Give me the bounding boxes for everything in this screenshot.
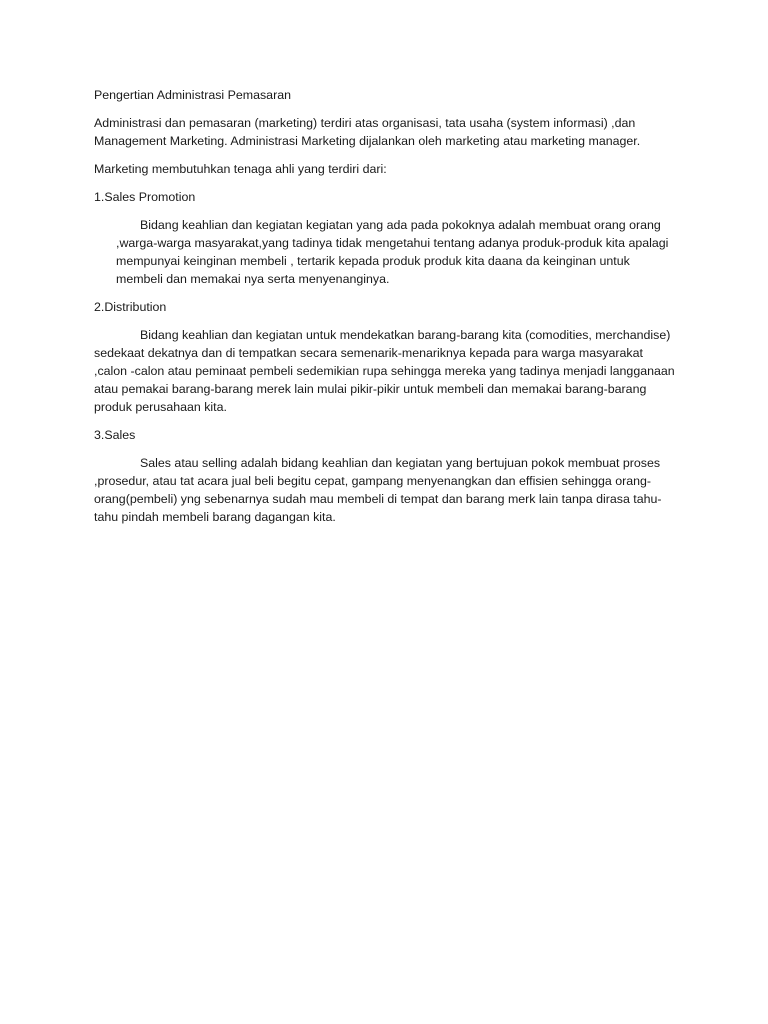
section-body-sales: Sales atau selling adalah bidang keahlian dan kegiatan yang bertujuan pokok membuat proses ,prosedur, atau tat acara jual beli begitu cepat, gampang menyenangkan dan effisien sehingga orang-orang(pembeli) yng sebenarnya sudah mau membeli di tempat dan barang merk lain tanpa dirasa tahu-tahu pindah membeli barang dagangan kita. (94, 456, 662, 524)
section-body-distribution: Bidang keahlian dan kegiatan untuk mendekatkan barang-barang kita (comodities, merchandise) sedekaat dekatnya dan di tempatkan secara semenarik-menariknya kepada para warga masyarakat ,calon -calon atau peminaat pembeli sedemikian rupa sehingga mereka yang tadinya menjadi langganaan atau pemakai barang-barang merek lain mulai pikir-pikir untuk membeli dan memakai barang-barang produk perusahaan kita. (94, 328, 675, 414)
section-heading-sales-promotion: 1.Sales Promotion (94, 190, 196, 204)
intro-paragraph: Administrasi dan pemasaran (marketing) terdiri atas organisasi, tata usaha (system informasi) ,dan Management Marketing. Administrasi Marketing dijalankan oleh marketing atau marketing manager. (94, 116, 641, 148)
section-heading-sales: 3.Sales (94, 428, 136, 442)
document-title: Pengertian Administrasi Pemasaran (94, 88, 291, 102)
section-heading-distribution: 2.Distribution (94, 300, 167, 314)
section-body-sales-promotion: Bidang keahlian dan kegiatan kegiatan yang ada pada pokoknya adalah membuat orang orang ,warga-warga masyarakat,yang tadinya tidak mengetahui tentang adanya produk-produk kita apalagi mempunyai keinginan membeli , tertarik kepada produk produk kita daana da keinginan untuk membeli dan memakai nya serta menyenanginya. (116, 218, 669, 286)
document-content (94, 86, 676, 536)
lead-paragraph: Marketing membutuhkan tenaga ahli yang terdiri dari: (94, 162, 387, 176)
